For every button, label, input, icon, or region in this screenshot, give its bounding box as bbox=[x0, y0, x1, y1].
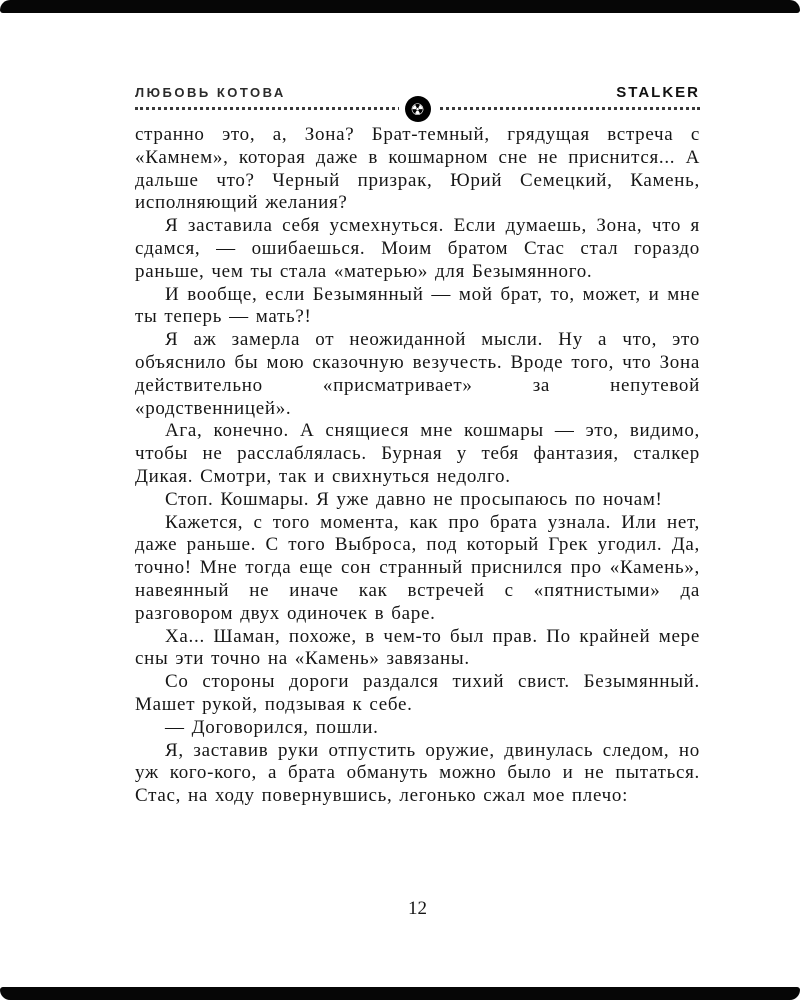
page-text bbox=[135, 124, 700, 808]
paragraph: Со стороны дороги раздался тихий свист. Безымянный. Машет рукой, подзывая к себе. bbox=[135, 671, 700, 715]
page-edge-bottom bbox=[0, 987, 800, 1000]
radiation-icon: ☢ bbox=[405, 96, 431, 122]
paragraph: Кажется, с того момента, как про брата узнала. Или нет, даже раньше. С того Выброса, под который Грек угодил. Да, точно! Мне тогда еще сон странный приснился про «Камень», навеянный не иначе как встречей с «пятнистыми» да разговором двух одиночек в баре. bbox=[135, 511, 700, 624]
paragraph: И вообще, если Безымянный — мой брат, то, может, и мне ты теперь — мать?! bbox=[135, 283, 700, 328]
paragraph: Ага, конечно. А снящиеся мне кошмары — это, видимо, чтобы не расслаблялась. Бурная у тебя фантазия, сталкер Дикая. Смотри, так и свихнуться недолго. bbox=[135, 420, 700, 487]
header-series: STALKER bbox=[616, 84, 700, 101]
paragraph: Я заставила себя усмехнуться. Если думаешь, Зона, что я сдамся, — ошибаешься. Моим братом Стас стал гораздо раньше, чем ты стала «матерью» для Безымянного. bbox=[135, 215, 700, 282]
paragraph: — Договорился, пошли. bbox=[165, 716, 379, 738]
paragraph: странно это, а, Зона? Брат-темный, грядущая встреча с «Камнем», которая даже в кошмарном сне не приснится... А дальше что? Черный призрак, Юрий Семецкий, Камень, исполняющий желания? bbox=[135, 124, 700, 214]
paragraph: Я, заставив руки отпустить оружие, двинулась следом, но уж кого-кого, а брата обмануть можно было и не пытаться. Стас, на ходу повернувшись, легонько сжал мое плечо: bbox=[135, 739, 700, 807]
header-icon-wrap bbox=[399, 96, 437, 122]
page-header bbox=[135, 84, 700, 118]
page-edge-top bbox=[0, 0, 800, 13]
page-number: 12 bbox=[408, 898, 427, 919]
paragraph: Я аж замерла от неожиданной мысли. Ну а что, это объяснило бы мою сказочную везучесть. Вроде того, что Зона действительно «присматривает» за непутевой «родственницей». bbox=[135, 329, 700, 419]
header-author: ЛЮБОВЬ КОТОВА bbox=[135, 85, 286, 100]
paragraph: Стоп. Кошмары. Я уже давно не просыпаюсь по ночам! bbox=[165, 488, 663, 510]
paragraph: Ха... Шаман, похоже, в чем-то был прав. По крайней мере сны эти точно на «Камень» завязаны. bbox=[135, 625, 700, 670]
header-rule bbox=[135, 102, 700, 118]
